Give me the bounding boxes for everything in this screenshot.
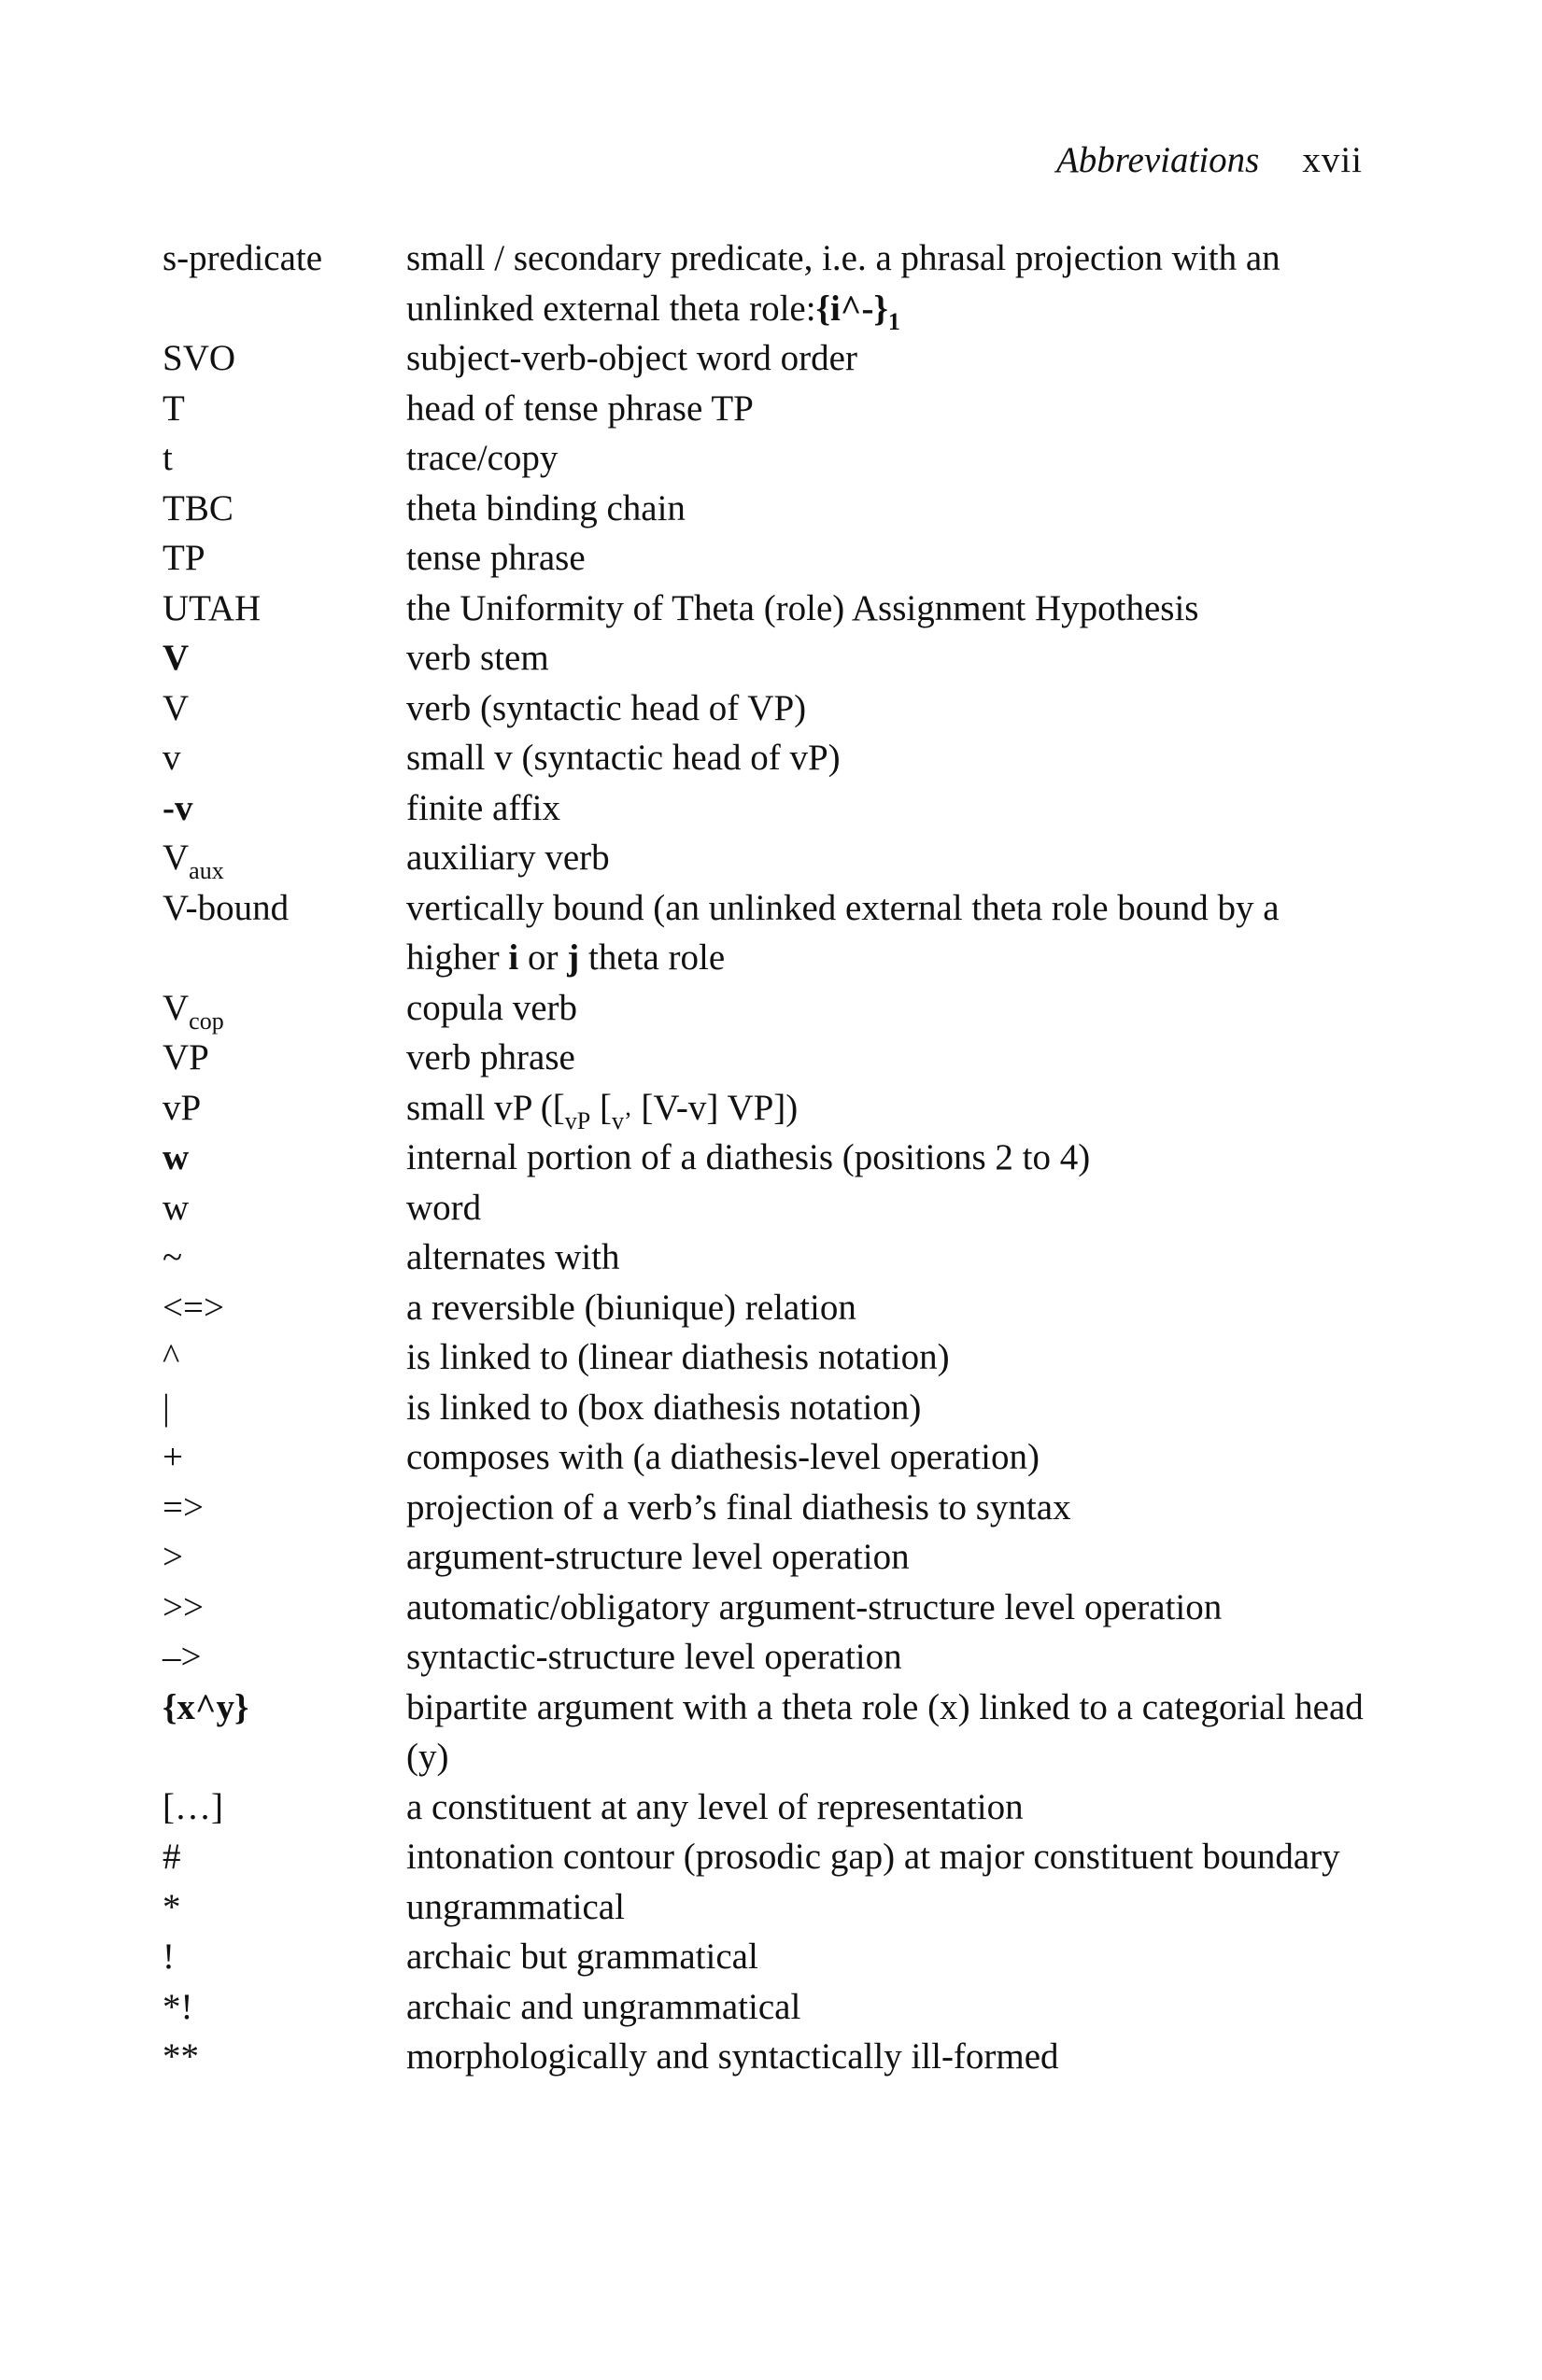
abbreviation-entry <box>163 384 1367 434</box>
abbreviation-term: t <box>163 438 173 478</box>
abbreviation-definition <box>406 883 1367 983</box>
abbreviation-definition: word <box>406 1187 482 1228</box>
abbreviation-entry <box>163 1683 1367 1782</box>
abbreviation-definition: archaic but grammatical <box>406 1936 758 1977</box>
abbreviation-definition: tense phrase <box>406 538 586 578</box>
definition-text: or <box>518 937 568 978</box>
abbreviation-entry <box>163 833 1367 883</box>
abbreviation-term: ! <box>163 1936 175 1977</box>
running-head <box>1056 136 1363 185</box>
abbreviation-entry <box>163 1332 1367 1383</box>
definition-text: vertically bound (an unlinked external theta role bound by a higher <box>406 887 1280 978</box>
abbreviation-entry <box>163 484 1367 534</box>
definition-emphasis: j <box>567 937 580 978</box>
abbreviation-definition: is linked to (box diathesis notation) <box>406 1387 922 1428</box>
abbreviation-entry <box>163 1383 1367 1433</box>
abbreviation-entry <box>163 1532 1367 1583</box>
abbreviation-term: UTAH <box>163 587 262 628</box>
definition-subscript: 1 <box>887 307 900 335</box>
abbreviation-entry <box>163 1583 1367 1633</box>
abbreviation-definition: small v (syntactic head of vP) <box>406 738 841 778</box>
abbreviation-definition: a reversible (biunique) relation <box>406 1287 856 1328</box>
abbreviation-term: vP <box>163 1087 202 1128</box>
abbreviation-entry <box>163 433 1367 484</box>
abbreviation-definition: morphologically and syntactically ill-formed <box>406 2036 1059 2077</box>
abbreviation-definition: the Uniformity of Theta (role) Assignment Hypothesis <box>406 587 1199 628</box>
definition-text: [ <box>590 1087 612 1128</box>
abbreviation-term: s-predicate <box>163 238 323 278</box>
abbreviation-entry <box>163 1632 1367 1683</box>
abbreviation-definition: copula verb <box>406 987 578 1028</box>
abbreviation-term: <=> <box>163 1287 224 1328</box>
abbreviation-term <box>163 833 406 883</box>
abbreviation-term: >> <box>163 1586 204 1627</box>
abbreviation-term: + <box>163 1437 183 1477</box>
abbreviation-term: * <box>163 1886 181 1927</box>
abbreviation-definition: a constituent at any level of representation <box>406 1786 1024 1827</box>
abbreviation-term: V <box>163 687 190 728</box>
abbreviation-entry <box>163 233 1367 333</box>
abbreviation-definition: verb (syntactic head of VP) <box>406 687 807 728</box>
abbreviation-entry <box>163 533 1367 584</box>
abbreviation-term: w <box>163 1187 190 1228</box>
abbreviation-definition: bipartite argument with a theta role (x) linked to a categorial head (y) <box>406 1686 1364 1777</box>
abbreviation-entry <box>163 1183 1367 1233</box>
abbreviation-entry <box>163 1432 1367 1483</box>
term-base: V <box>163 987 190 1028</box>
abbreviation-term: v <box>163 738 181 778</box>
abbreviation-term: SVO <box>163 338 236 378</box>
abbreviation-definition: subject-verb-object word order <box>406 338 857 378</box>
abbreviation-entry <box>163 733 1367 783</box>
abbreviation-definition: syntactic-structure level operation <box>406 1637 902 1677</box>
abbreviation-entry <box>163 983 1367 1034</box>
abbreviation-term: => <box>163 1486 204 1528</box>
abbreviation-term: > <box>163 1537 183 1577</box>
abbreviation-definition: composes with (a diathesis-level operation) <box>406 1437 1040 1477</box>
abbreviation-entry <box>163 883 1367 983</box>
abbreviation-entry <box>163 584 1367 634</box>
abbreviation-entry <box>163 1083 1367 1134</box>
abbreviation-entry <box>163 333 1367 384</box>
abbreviation-term: TBC <box>163 487 233 528</box>
abbreviation-term: -v <box>163 787 193 828</box>
abbreviation-entry <box>163 1782 1367 1833</box>
abbreviation-term: {x^y} <box>163 1686 249 1727</box>
abbreviation-definition: verb phrase <box>406 1037 575 1077</box>
definition-emphasis: i <box>508 937 519 978</box>
abbreviation-list <box>163 233 1367 2082</box>
abbreviation-term: # <box>163 1837 181 1877</box>
abbreviation-definition: auxiliary verb <box>406 838 610 878</box>
abbreviation-term: ** <box>163 2036 199 2077</box>
abbreviation-entry <box>163 1483 1367 1533</box>
definition-text: theta role <box>579 937 726 978</box>
abbreviation-definition: head of tense phrase TP <box>406 387 754 429</box>
definition-text: small vP ([ <box>406 1087 565 1128</box>
abbreviation-entry <box>163 2032 1367 2082</box>
abbreviation-term: ^ <box>163 1337 180 1377</box>
abbreviation-definition: intonation contour (prosodic gap) at major constituent boundary <box>406 1837 1340 1877</box>
abbreviation-term: […] <box>163 1786 223 1827</box>
abbreviation-term: –> <box>163 1637 202 1677</box>
page-number: xvii <box>1302 140 1363 180</box>
abbreviation-definition: archaic and ungrammatical <box>406 1986 801 2027</box>
abbreviation-term: V-bound <box>163 887 290 928</box>
abbreviation-definition: projection of a verb’s final diathesis to syntax <box>406 1486 1071 1528</box>
definition-text: [V-v] VP]) <box>631 1087 799 1128</box>
abbreviation-entry <box>163 783 1367 834</box>
abbreviation-term: VP <box>163 1037 209 1077</box>
abbreviation-entry <box>163 1832 1367 1882</box>
running-head-title: Abbreviations <box>1055 140 1260 180</box>
definition-subscript: vP <box>564 1106 591 1134</box>
term-subscript: cop <box>189 1007 224 1035</box>
abbreviation-entry <box>163 1982 1367 2033</box>
abbreviation-entry <box>163 633 1367 683</box>
abbreviation-definition: internal portion of a diathesis (positions 2 to 4) <box>406 1137 1091 1177</box>
definition-subscript: v’ <box>611 1106 632 1134</box>
abbreviation-definition <box>406 233 1367 333</box>
definition-notation: {i^-} <box>815 288 888 329</box>
abbreviation-definition: alternates with <box>406 1237 620 1277</box>
abbreviation-term: | <box>163 1387 170 1428</box>
abbreviation-entry <box>163 1932 1367 1982</box>
abbreviation-entry <box>163 1283 1367 1333</box>
abbreviation-term: V <box>163 638 190 678</box>
term-base: V <box>163 838 190 878</box>
term-subscript: aux <box>189 857 224 884</box>
abbreviation-entry <box>163 1232 1367 1283</box>
abbreviation-definition: ungrammatical <box>406 1886 625 1927</box>
abbreviation-term: T <box>163 387 185 429</box>
abbreviation-definition: verb stem <box>406 638 549 678</box>
abbreviation-definition: argument-structure level operation <box>406 1537 910 1577</box>
abbreviation-entry <box>163 683 1367 734</box>
abbreviation-term: w <box>163 1137 190 1177</box>
abbreviation-definition: is linked to (linear diathesis notation) <box>406 1337 950 1377</box>
definition-text: small / secondary predicate, i.e. a phrasal projection with an unlinked external theta role: <box>406 238 1280 329</box>
abbreviation-entry <box>163 1882 1367 1933</box>
abbreviation-definition: finite affix <box>406 787 560 828</box>
abbreviation-entry <box>163 1033 1367 1083</box>
abbreviation-definition: trace/copy <box>406 438 559 478</box>
abbreviation-entry <box>163 1133 1367 1183</box>
abbreviation-term <box>163 983 406 1034</box>
abbreviation-definition: automatic/obligatory argument-structure level operation <box>406 1586 1223 1627</box>
abbreviation-term: ~ <box>163 1237 183 1277</box>
abbreviation-term: TP <box>163 538 205 578</box>
abbreviation-term: *! <box>163 1986 193 2027</box>
abbreviation-definition: theta binding chain <box>406 487 686 528</box>
abbreviation-definition <box>406 1083 1367 1134</box>
